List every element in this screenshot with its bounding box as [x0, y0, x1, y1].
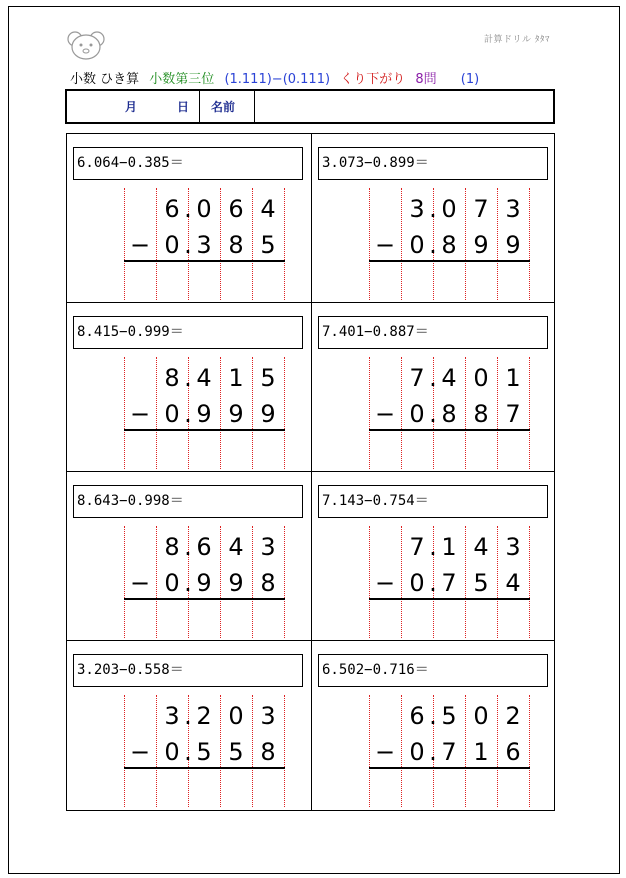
minuend-digit: 0 [228, 702, 244, 730]
answer-rule [124, 260, 285, 262]
minuend-digit: 2 [505, 702, 521, 730]
subtrahend-digit: 9 [473, 231, 489, 259]
subtrahend-digit: 9 [505, 231, 521, 259]
decimal-point: . [184, 533, 192, 561]
minuend-digit: 4 [473, 533, 489, 561]
name-field[interactable] [255, 91, 553, 122]
minuend-digit: 3 [409, 195, 425, 223]
problem-cell [67, 472, 311, 641]
decimal-point: . [184, 738, 192, 766]
problem-cell [311, 134, 554, 303]
minuend-digit: 4 [196, 364, 212, 392]
answer-area[interactable] [369, 433, 530, 469]
minuend-digit: 1 [228, 364, 244, 392]
subtrahend-digit: 7 [441, 738, 457, 766]
minuend-digit: 6 [196, 533, 212, 561]
subtrahend-digit: 0 [164, 231, 180, 259]
subtrahend-digit: 5 [228, 738, 244, 766]
subtrahend-digit: 8 [260, 738, 276, 766]
problem-equation: 3.073−0.899＝ [318, 147, 548, 180]
subtrahend-digit: 3 [196, 231, 212, 259]
title-level: 小数第三位 [149, 72, 215, 87]
minuend-digit: 4 [260, 195, 276, 223]
title-topic: 小数 ひき算 [70, 72, 140, 87]
minuend-digit: 8 [164, 533, 180, 561]
problem-cell [67, 303, 311, 472]
minuend-digit: 6 [228, 195, 244, 223]
answer-rule [124, 429, 285, 431]
name-label-box [199, 91, 255, 122]
decimal-point: . [429, 702, 437, 730]
problem-cell [67, 134, 311, 303]
minuend-digit: 3 [505, 195, 521, 223]
minus-sign: − [374, 231, 396, 259]
decimal-point: . [429, 400, 437, 428]
name-label: 名前 [211, 100, 236, 114]
subtrahend-digit: 8 [441, 231, 457, 259]
decimal-point: . [184, 400, 192, 428]
subtrahend-digit: 6 [505, 738, 521, 766]
subtrahend-digit: 0 [164, 400, 180, 428]
answer-rule [369, 767, 530, 769]
decimal-point: . [429, 195, 437, 223]
minus-sign: − [129, 738, 151, 766]
minuend-digit: 0 [441, 195, 457, 223]
decimal-point: . [429, 533, 437, 561]
minuend-digit: 4 [228, 533, 244, 561]
subtrahend-digit: 9 [228, 400, 244, 428]
answer-rule [124, 598, 285, 600]
problem-cell [311, 641, 554, 810]
subtrahend-digit: 9 [196, 569, 212, 597]
minuend-digit: 6 [164, 195, 180, 223]
date-field[interactable] [67, 91, 200, 122]
bear-logo-icon [66, 30, 106, 60]
answer-area[interactable] [369, 602, 530, 638]
problem-equation: 7.401−0.887＝ [318, 316, 548, 349]
minuend-digit: 5 [260, 364, 276, 392]
problem-equation: 8.643−0.998＝ [73, 485, 303, 518]
subtrahend-digit: 5 [260, 231, 276, 259]
subtrahend-digit: 5 [196, 738, 212, 766]
minus-sign: − [129, 569, 151, 597]
decimal-point: . [429, 231, 437, 259]
problem-equation: 6.502−0.716＝ [318, 654, 548, 687]
answer-rule [369, 598, 530, 600]
minuend-digit: 7 [473, 195, 489, 223]
answer-rule [369, 429, 530, 431]
minuend-digit: 5 [441, 702, 457, 730]
minuend-digit: 1 [505, 364, 521, 392]
minuend-digit: 0 [473, 702, 489, 730]
subtrahend-digit: 0 [409, 400, 425, 428]
problem-cell [67, 641, 311, 810]
subtrahend-digit: 9 [196, 400, 212, 428]
problem-equation: 3.203−0.558＝ [73, 654, 303, 687]
minus-sign: − [129, 231, 151, 259]
answer-area[interactable] [124, 602, 285, 638]
title-borrow: くり下がり [340, 72, 406, 87]
subtrahend-digit: 5 [473, 569, 489, 597]
subtrahend-digit: 9 [260, 400, 276, 428]
minuend-digit: 3 [164, 702, 180, 730]
minuend-digit: 8 [164, 364, 180, 392]
decimal-point: . [429, 569, 437, 597]
subtrahend-digit: 0 [164, 569, 180, 597]
minuend-digit: 7 [409, 533, 425, 561]
problem-equation: 8.415−0.999＝ [73, 316, 303, 349]
month-label: 月 [125, 100, 138, 114]
subtrahend-digit: 0 [409, 738, 425, 766]
minus-sign: − [374, 738, 396, 766]
decimal-point: . [184, 195, 192, 223]
minuend-digit: 1 [441, 533, 457, 561]
brand-text: 計算ドリル ﾀﾀﾏ [484, 35, 550, 45]
minus-sign: − [374, 400, 396, 428]
minus-sign: − [129, 400, 151, 428]
decimal-point: . [184, 569, 192, 597]
subtrahend-digit: 8 [441, 400, 457, 428]
subtrahend-digit: 4 [505, 569, 521, 597]
decimal-point: . [429, 364, 437, 392]
minuend-digit: 7 [409, 364, 425, 392]
problem-equation: 6.064−0.385＝ [73, 147, 303, 180]
problem-cell [311, 303, 554, 472]
minus-sign: − [374, 569, 396, 597]
decimal-point: . [429, 738, 437, 766]
decimal-point: . [184, 231, 192, 259]
title-number: (1) [460, 72, 480, 87]
answer-area[interactable] [124, 433, 285, 469]
subtrahend-digit: 8 [228, 231, 244, 259]
minuend-digit: 6 [409, 702, 425, 730]
problem-cell [311, 472, 554, 641]
answer-rule [124, 767, 285, 769]
decimal-point: . [184, 364, 192, 392]
subtrahend-digit: 8 [473, 400, 489, 428]
worksheet-title [70, 68, 485, 87]
minuend-digit: 4 [441, 364, 457, 392]
subtrahend-digit: 0 [409, 231, 425, 259]
problem-grid [66, 133, 555, 811]
header-box [65, 89, 555, 124]
answer-area[interactable] [124, 771, 285, 807]
subtrahend-digit: 0 [164, 738, 180, 766]
subtrahend-digit: 7 [505, 400, 521, 428]
minuend-digit: 3 [505, 533, 521, 561]
subtrahend-digit: 8 [260, 569, 276, 597]
answer-area[interactable] [369, 264, 530, 300]
minuend-digit: 0 [196, 195, 212, 223]
answer-rule [369, 260, 530, 262]
subtrahend-digit: 9 [228, 569, 244, 597]
day-label: 日 [177, 100, 190, 114]
title-count: 8問 [415, 72, 437, 87]
answer-area[interactable] [124, 264, 285, 300]
minuend-digit: 3 [260, 702, 276, 730]
minuend-digit: 0 [473, 364, 489, 392]
decimal-point: . [184, 702, 192, 730]
minuend-digit: 3 [260, 533, 276, 561]
problem-equation: 7.143−0.754＝ [318, 485, 548, 518]
subtrahend-digit: 7 [441, 569, 457, 597]
minuend-digit: 2 [196, 702, 212, 730]
subtrahend-digit: 0 [409, 569, 425, 597]
title-pattern: (1.111)−(0.111) [224, 72, 331, 87]
subtrahend-digit: 1 [473, 738, 489, 766]
answer-area[interactable] [369, 771, 530, 807]
